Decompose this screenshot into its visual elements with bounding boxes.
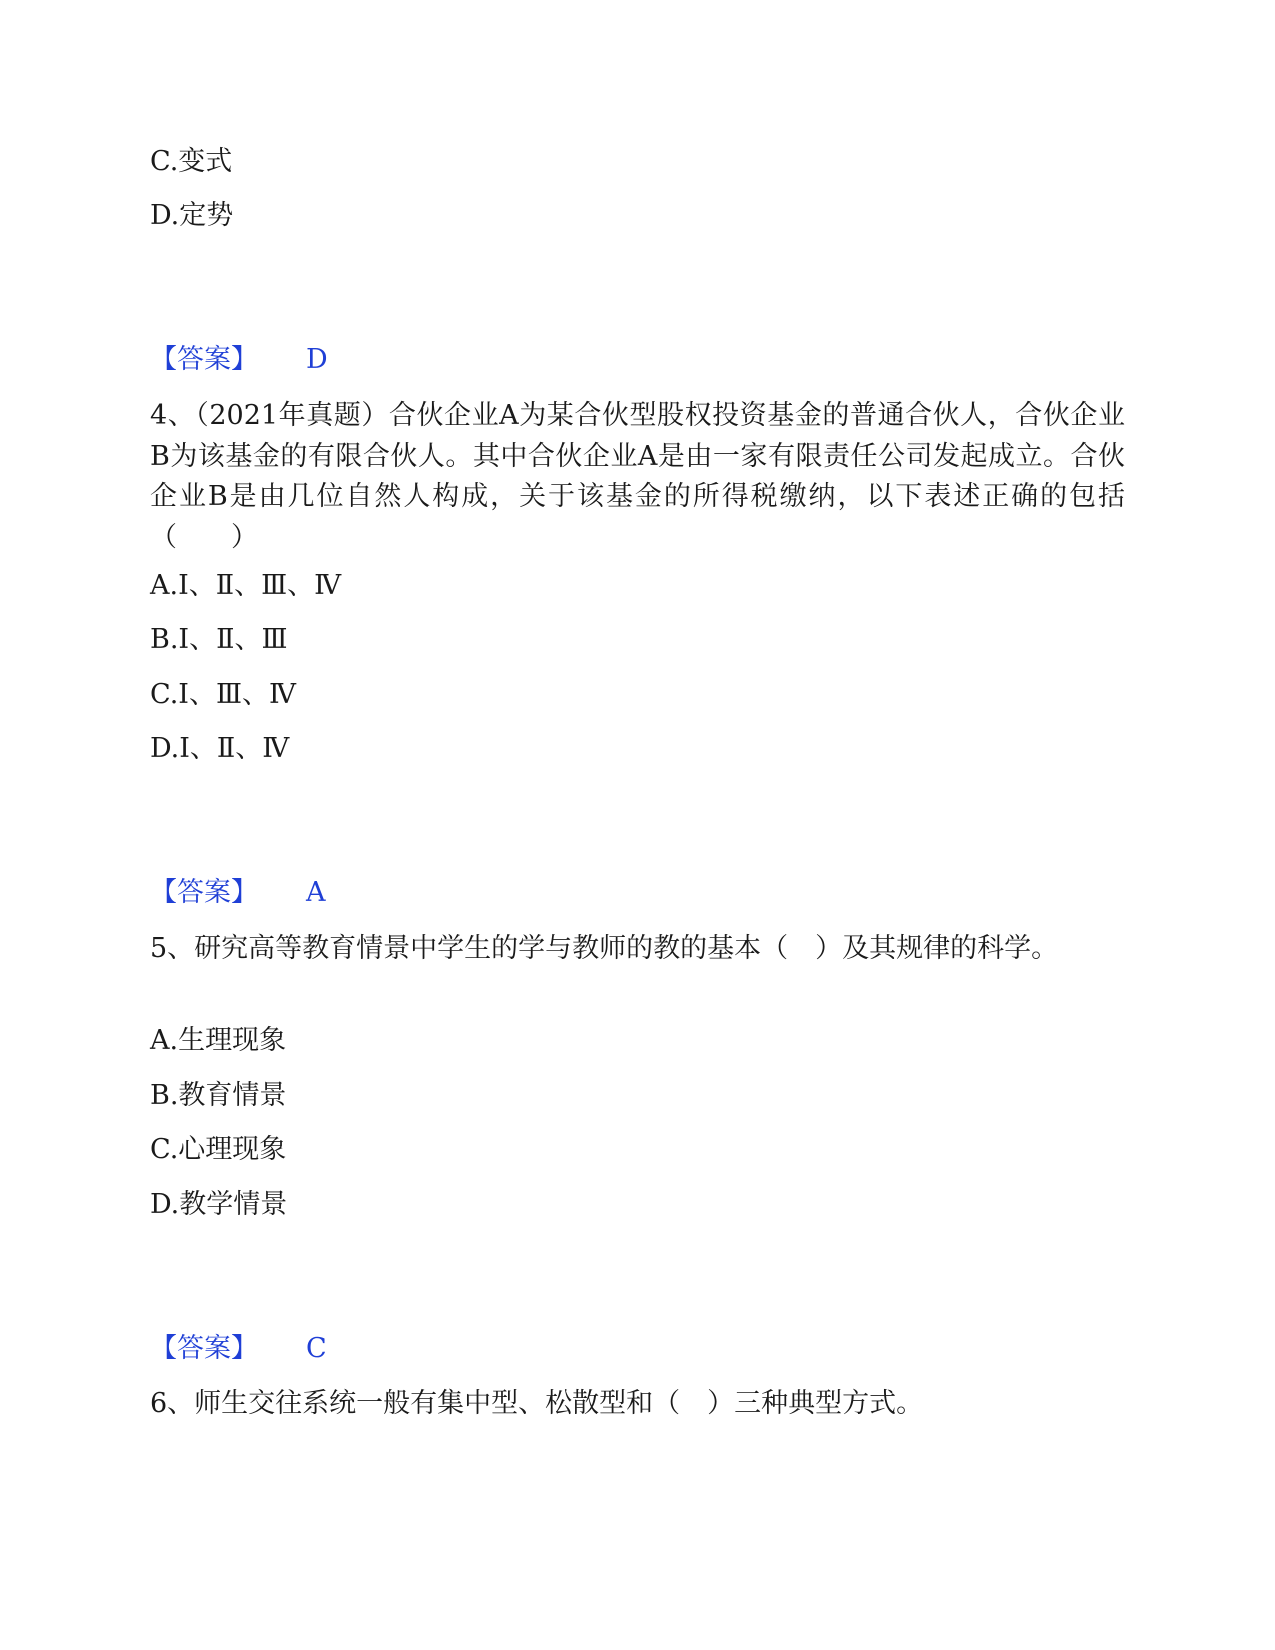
answer-value: C bbox=[306, 1333, 327, 1364]
q4-option-a: A.Ⅰ、Ⅱ、Ⅲ、Ⅳ bbox=[150, 570, 342, 601]
q3-option-c: C.变式 bbox=[150, 146, 233, 177]
q5-answer bbox=[150, 1330, 327, 1368]
answer-label: 【答案】 bbox=[150, 1333, 258, 1364]
q4-option-d: D.Ⅰ、Ⅱ、Ⅳ bbox=[150, 733, 290, 764]
answer-value: A bbox=[306, 877, 326, 908]
q4-option-b: B.Ⅰ、Ⅱ、Ⅲ bbox=[150, 624, 288, 655]
q4-stem: 4、（2021年真题）合伙企业A为某合伙型股权投资基金的普通合伙人，合伙企业B为该基金的有限合伙人。其中合伙企业A是由一家有限责任公司发起成立。合伙企业B是由几位自然人构成，关于该基金的所得税缴纳，以下表述正确的包括（ ） bbox=[150, 400, 1125, 553]
answer-value: D bbox=[306, 344, 328, 375]
q5-stem: 5、研究高等教育情景中学生的学与教师的教的基本（ ）及其规律的科学。 bbox=[150, 933, 1059, 964]
q3-answer bbox=[150, 341, 328, 379]
q6-stem: 6、师生交往系统一般有集中型、松散型和（ ）三种典型方式。 bbox=[150, 1388, 924, 1419]
answer-label: 【答案】 bbox=[150, 877, 258, 908]
q5-option-d: D.教学情景 bbox=[150, 1189, 288, 1220]
answer-label: 【答案】 bbox=[150, 344, 258, 375]
q3-option-d: D.定势 bbox=[150, 200, 234, 231]
q5-option-a: A.生理现象 bbox=[150, 1025, 287, 1056]
q5-option-b: B.教育情景 bbox=[150, 1080, 287, 1111]
q4-answer bbox=[150, 874, 326, 912]
q5-option-c: C.心理现象 bbox=[150, 1134, 287, 1165]
q4-option-c: C.Ⅰ、Ⅲ、Ⅳ bbox=[150, 679, 296, 710]
